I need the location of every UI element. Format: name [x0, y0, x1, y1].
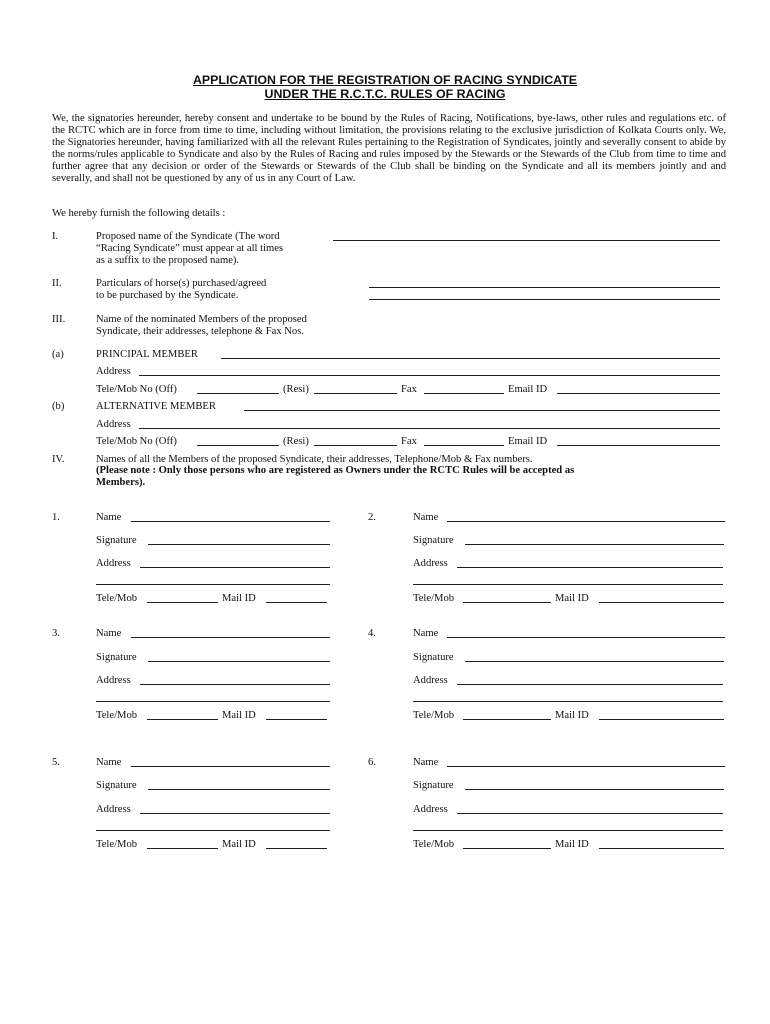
member-5-signature-label: Signature	[96, 780, 137, 791]
member-5-number: 5.	[52, 757, 60, 768]
member-4-mailid-field[interactable]	[599, 719, 724, 720]
member-3-name-label: Name	[96, 628, 122, 639]
member-5-signature-field[interactable]	[148, 789, 330, 790]
member-2-address-field-2[interactable]	[413, 584, 723, 585]
item-i-line1: Proposed name of the Syndicate (The word	[96, 231, 280, 242]
member-5-address-label: Address	[96, 804, 131, 815]
member-5-name-label: Name	[96, 757, 122, 768]
principal-fax-field[interactable]	[424, 393, 504, 394]
member-6-address-label: Address	[413, 804, 448, 815]
member-2-name-label: Name	[413, 512, 439, 523]
member-5-telemob-label: Tele/Mob	[96, 839, 138, 850]
member-1-telemob-field[interactable]	[147, 602, 218, 603]
member-1-address-field-2[interactable]	[96, 584, 330, 585]
member-4-address-field-1[interactable]	[457, 684, 723, 685]
item-iv-number: IV.	[52, 454, 65, 465]
member-1-mailid-field[interactable]	[266, 602, 327, 603]
item-iii-line1: Name of the nominated Members of the proposed	[96, 314, 307, 325]
principal-member-label: PRINCIPAL MEMBER	[96, 349, 198, 360]
item-a-number: (a)	[52, 349, 64, 360]
item-iii-line2: Syndicate, their addresses, telephone & Fax Nos.	[96, 326, 305, 337]
member-6-name-field[interactable]	[447, 766, 725, 767]
syndicate-name-field[interactable]	[333, 240, 720, 241]
member-2-address-label: Address	[413, 558, 448, 569]
member-1-mailid-label: Mail ID	[222, 593, 256, 604]
principal-tel-off-label: Tele/Mob No (Off)	[96, 384, 177, 395]
member-4-address-field-2[interactable]	[413, 701, 723, 702]
alternative-member-label: ALTERNATIVE MEMBER	[96, 401, 216, 412]
alternative-tel-off-field[interactable]	[197, 445, 279, 446]
principal-address-label: Address	[96, 366, 131, 377]
horse-particulars-field-2[interactable]	[369, 299, 720, 300]
item-i-number: I.	[52, 231, 59, 242]
item-ii-line1: Particulars of horse(s) purchased/agreed	[96, 278, 267, 289]
member-2-telemob-label: Tele/Mob	[413, 593, 455, 604]
form-title-line2: UNDER THE R.C.T.C. RULES OF RACING	[264, 87, 506, 101]
member-4-name-field[interactable]	[447, 637, 725, 638]
member-6-signature-label: Signature	[413, 780, 454, 791]
member-3-signature-field[interactable]	[148, 661, 330, 662]
member-3-telemob-label: Tele/Mob	[96, 710, 138, 721]
member-2-telemob-field[interactable]	[463, 602, 551, 603]
principal-email-label: Email ID	[508, 384, 548, 395]
member-3-number: 3.	[52, 628, 60, 639]
member-5-name-field[interactable]	[131, 766, 330, 767]
item-iii-number: III.	[52, 314, 66, 325]
member-4-signature-field[interactable]	[465, 661, 724, 662]
member-6-address-field-1[interactable]	[457, 813, 723, 814]
member-4-number: 4.	[368, 628, 376, 639]
principal-address-field[interactable]	[139, 375, 720, 376]
item-iv-note-line1: (Please note : Only those persons who are registered as Owners under the RCTC Rules will be accepted as	[96, 465, 575, 476]
item-iv-line1: Names of all the Members of the proposed Syndicate, their addresses, Telephone/Mob & Fax numbers.	[96, 454, 533, 465]
principal-email-field[interactable]	[557, 393, 720, 394]
member-1-number: 1.	[52, 512, 60, 523]
principal-tel-off-field[interactable]	[197, 393, 279, 394]
member-6-name-label: Name	[413, 757, 439, 768]
member-5-address-field-1[interactable]	[140, 813, 330, 814]
member-6-mailid-field[interactable]	[599, 848, 724, 849]
member-5-address-field-2[interactable]	[96, 830, 330, 831]
member-4-telemob-field[interactable]	[463, 719, 551, 720]
item-i-line2: “Racing Syndicate” must appear at all times	[96, 243, 284, 254]
horse-particulars-field-1[interactable]	[369, 287, 720, 288]
member-1-address-label: Address	[96, 558, 131, 569]
item-ii-line2: to be purchased by the Syndicate.	[96, 290, 239, 301]
alternative-resi-field[interactable]	[314, 445, 397, 446]
alternative-member-name-field[interactable]	[244, 410, 720, 411]
alternative-tel-off-label: Tele/Mob No (Off)	[96, 436, 177, 447]
alternative-email-label: Email ID	[508, 436, 548, 447]
member-2-mailid-field[interactable]	[599, 602, 724, 603]
alternative-address-field[interactable]	[139, 428, 720, 429]
member-6-signature-field[interactable]	[465, 789, 724, 790]
member-1-name-label: Name	[96, 512, 122, 523]
principal-resi-field[interactable]	[314, 393, 397, 394]
member-4-signature-label: Signature	[413, 652, 454, 663]
principal-fax-label: Fax	[401, 384, 417, 395]
item-i-line3: as a suffix to the proposed name).	[96, 255, 240, 266]
alternative-address-label: Address	[96, 419, 131, 430]
item-ii-number: II.	[52, 278, 62, 289]
member-2-signature-field[interactable]	[465, 544, 724, 545]
member-3-address-label: Address	[96, 675, 131, 686]
member-1-signature-label: Signature	[96, 535, 137, 546]
member-6-telemob-field[interactable]	[463, 848, 551, 849]
member-3-mailid-field[interactable]	[266, 719, 327, 720]
furnish-text: We hereby furnish the following details :	[52, 208, 226, 219]
member-2-name-field[interactable]	[447, 521, 725, 522]
member-3-signature-label: Signature	[96, 652, 137, 663]
alternative-email-field[interactable]	[557, 445, 720, 446]
member-5-mailid-label: Mail ID	[222, 839, 256, 850]
member-2-address-field-1[interactable]	[457, 567, 723, 568]
alternative-fax-label: Fax	[401, 436, 417, 447]
member-3-address-field-1[interactable]	[140, 684, 330, 685]
member-6-address-field-2[interactable]	[413, 830, 723, 831]
principal-resi-label: (Resi)	[283, 384, 309, 395]
member-2-mailid-label: Mail ID	[555, 593, 589, 604]
member-5-mailid-field[interactable]	[266, 848, 327, 849]
member-6-number: 6.	[368, 757, 376, 768]
member-4-name-label: Name	[413, 628, 439, 639]
member-1-address-field-1[interactable]	[140, 567, 330, 568]
member-6-telemob-label: Tele/Mob	[413, 839, 455, 850]
member-4-address-label: Address	[413, 675, 448, 686]
intro-paragraph: We, the signatories hereunder, hereby consent and undertake to be bound by the Rules of Racing, Notifications, bye-laws, other rules and regulations etc. of the RCTC which are in force from time to time, including without limitation, the provisions relating to the exclusive jurisdiction of Kolkata Courts only. We, the Signatories hereunder, having familiarized with all the relevant Rules pertaining to the Registration of Syndicates, jointly and severally consent to abide by the norms/rules applicable to Syndicate and also by the Rules of Racing and rules imposed by the Stewards or the Stewards of the Club from time to time and further agree that any decision or order of the Stewards or Stewards of the Club shall be binding on the Syndicate and all its members jointly and and severally, and shall not be questioned by any of us in any Court of Law.	[52, 113, 726, 185]
item-iv-note-line2: Members).	[96, 477, 146, 488]
member-6-mailid-label: Mail ID	[555, 839, 589, 850]
member-1-name-field[interactable]	[131, 521, 330, 522]
member-3-telemob-field[interactable]	[147, 719, 218, 720]
member-2-signature-label: Signature	[413, 535, 454, 546]
form-title-line1: APPLICATION FOR THE REGISTRATION OF RACING SYNDICATE	[192, 73, 578, 87]
member-5-telemob-field[interactable]	[147, 848, 218, 849]
member-1-telemob-label: Tele/Mob	[96, 593, 138, 604]
principal-member-name-field[interactable]	[221, 358, 720, 359]
member-3-mailid-label: Mail ID	[222, 710, 256, 721]
alternative-fax-field[interactable]	[424, 445, 504, 446]
alternative-resi-label: (Resi)	[283, 436, 309, 447]
member-3-address-field-2[interactable]	[96, 701, 330, 702]
member-2-number: 2.	[368, 512, 376, 523]
member-3-name-field[interactable]	[131, 637, 330, 638]
member-4-telemob-label: Tele/Mob	[413, 710, 455, 721]
member-1-signature-field[interactable]	[148, 544, 330, 545]
item-b-number: (b)	[52, 401, 65, 412]
member-4-mailid-label: Mail ID	[555, 710, 589, 721]
